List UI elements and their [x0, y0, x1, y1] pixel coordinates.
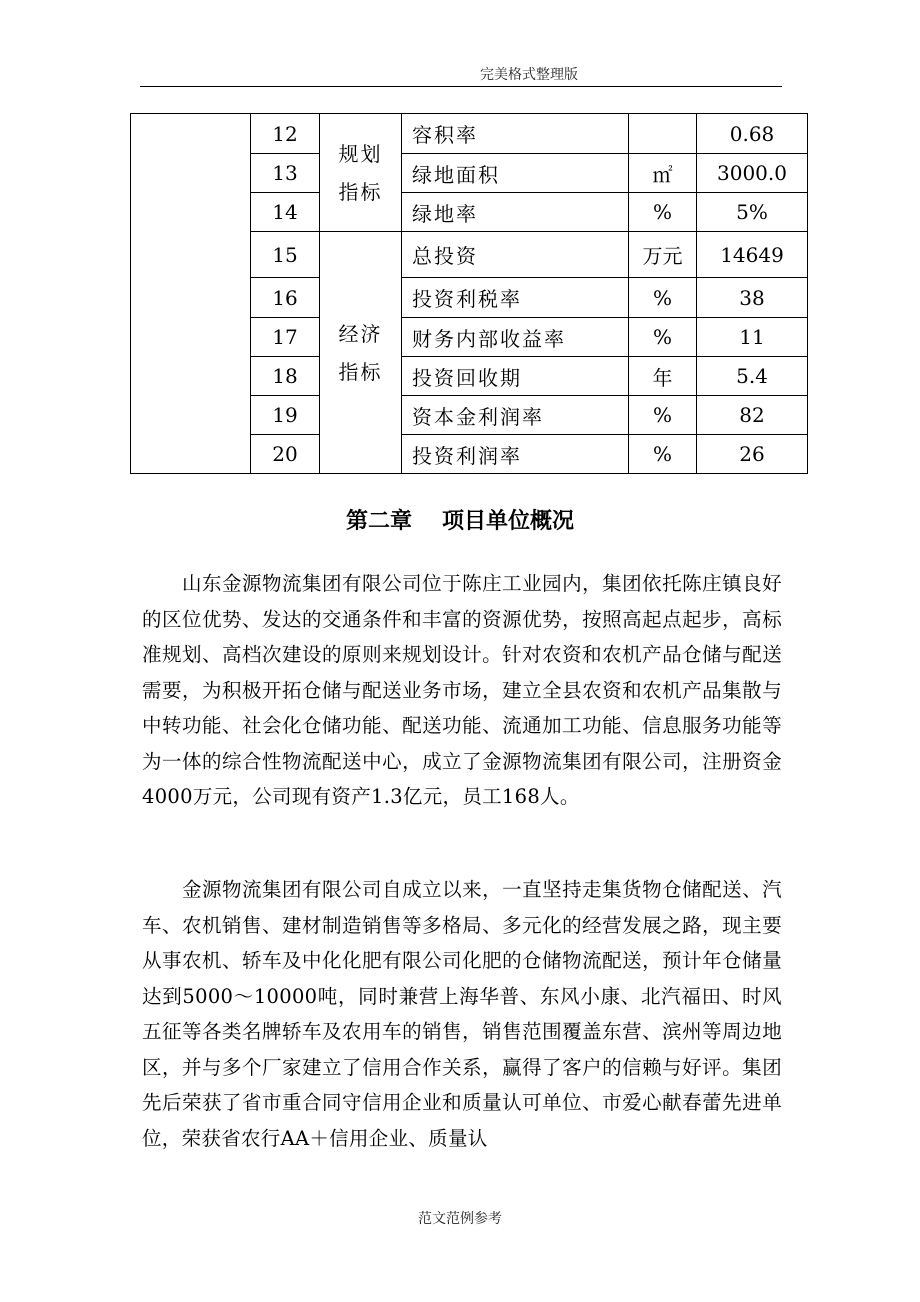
group-label: 规划: [338, 141, 383, 166]
indicator-unit: [629, 114, 697, 154]
indicator-unit: %: [629, 278, 697, 318]
group-label: 经济: [338, 321, 383, 346]
chapter-title: 项目单位概况: [442, 509, 575, 534]
indicator-name: 绿地率: [402, 193, 629, 232]
indicator-unit: %: [629, 193, 697, 232]
indicator-name: 投资利税率: [402, 278, 629, 318]
indicator-value: 14649: [697, 232, 808, 278]
indicator-name: 总投资: [402, 232, 629, 278]
indicator-name: 容积率: [402, 114, 629, 154]
header-divider: [140, 86, 782, 87]
indicator-value: 11: [697, 318, 808, 357]
row-number: 17: [251, 318, 320, 357]
chapter-number: 第二章: [345, 509, 412, 534]
indicator-value: 0.68: [697, 114, 808, 154]
indicator-value: 82: [697, 396, 808, 435]
indicator-unit: ㎡: [629, 154, 697, 193]
indicator-value: 38: [697, 278, 808, 318]
chapter-heading: [0, 504, 920, 535]
indicator-unit: %: [629, 318, 697, 357]
indicator-name: 投资回收期: [402, 357, 629, 396]
row-number: 13: [251, 154, 320, 193]
paragraph-text: 金源物流集团有限公司自成立以来，一直坚持走集货物仓储配送、汽车、农机销售、建材制造销售等多格局、多元化的经营发展之路，现主要从事农机、轿车及中化化肥有限公司化肥的仓储物流配送，预计年仓储量达到5000～10000吨，同时兼营上海华普、东风小康、北汽福田、时风五征等各类名牌轿车及农用车的销售，销售范围覆盖东营、滨州等周边地区，并与多个厂家建立了信用合作关系，赢得了客户的信赖与好评。集团先后荣获了省市重合同守信用企业和质量认可单位、市爱心献春蕾先进单位，荣获省农行AA＋信用企业、质量认: [142, 878, 782, 1150]
blank-category-cell: [131, 114, 251, 474]
indicator-table: [130, 113, 808, 474]
row-number: 18: [251, 357, 320, 396]
body-paragraph: [142, 566, 782, 815]
indicator-name: 绿地面积: [402, 154, 629, 193]
row-number: 14: [251, 193, 320, 232]
row-number: 16: [251, 278, 320, 318]
indicator-value: 5.4: [697, 357, 808, 396]
indicator-value: 26: [697, 435, 808, 474]
row-number: 20: [251, 435, 320, 474]
page-header: 完美格式整理版: [480, 67, 578, 83]
table-row: [131, 114, 808, 154]
indicator-unit: 年: [629, 357, 697, 396]
group-planning: [320, 114, 402, 232]
group-label: 指标: [338, 179, 383, 204]
indicator-value: 3000.0: [697, 154, 808, 193]
paragraph-text: 山东金源物流集团有限公司位于陈庄工业园内，集团依托陈庄镇良好的区位优势、发达的交通条件和丰富的资源优势，按照高起点起步，高标准规划、高档次建设的原则来规划设计。针对农资和农机产品仓储与配送需要，为积极开拓仓储与配送业务市场，建立全县农资和农机产品集散与中转功能、社会化仓储功能、配送功能、流通加工功能、信息服务功能等为一体的综合性物流配送中心，成立了金源物流集团有限公司，注册资金4000万元，公司现有资产1.3亿元，员工168人。: [142, 572, 782, 808]
group-economic: [320, 232, 402, 474]
indicator-unit: %: [629, 396, 697, 435]
page-footer: 范文范例参考: [418, 1211, 502, 1227]
indicator-unit: 万元: [629, 232, 697, 278]
row-number: 19: [251, 396, 320, 435]
indicator-name: 财务内部收益率: [402, 318, 629, 357]
indicator-name: 投资利润率: [402, 435, 629, 474]
indicator-name: 资本金利润率: [402, 396, 629, 435]
row-number: 15: [251, 232, 320, 278]
indicator-value: 5%: [697, 193, 808, 232]
indicator-unit: %: [629, 435, 697, 474]
group-label: 指标: [338, 359, 383, 384]
row-number: 12: [251, 114, 320, 154]
body-paragraph: [142, 872, 782, 1156]
